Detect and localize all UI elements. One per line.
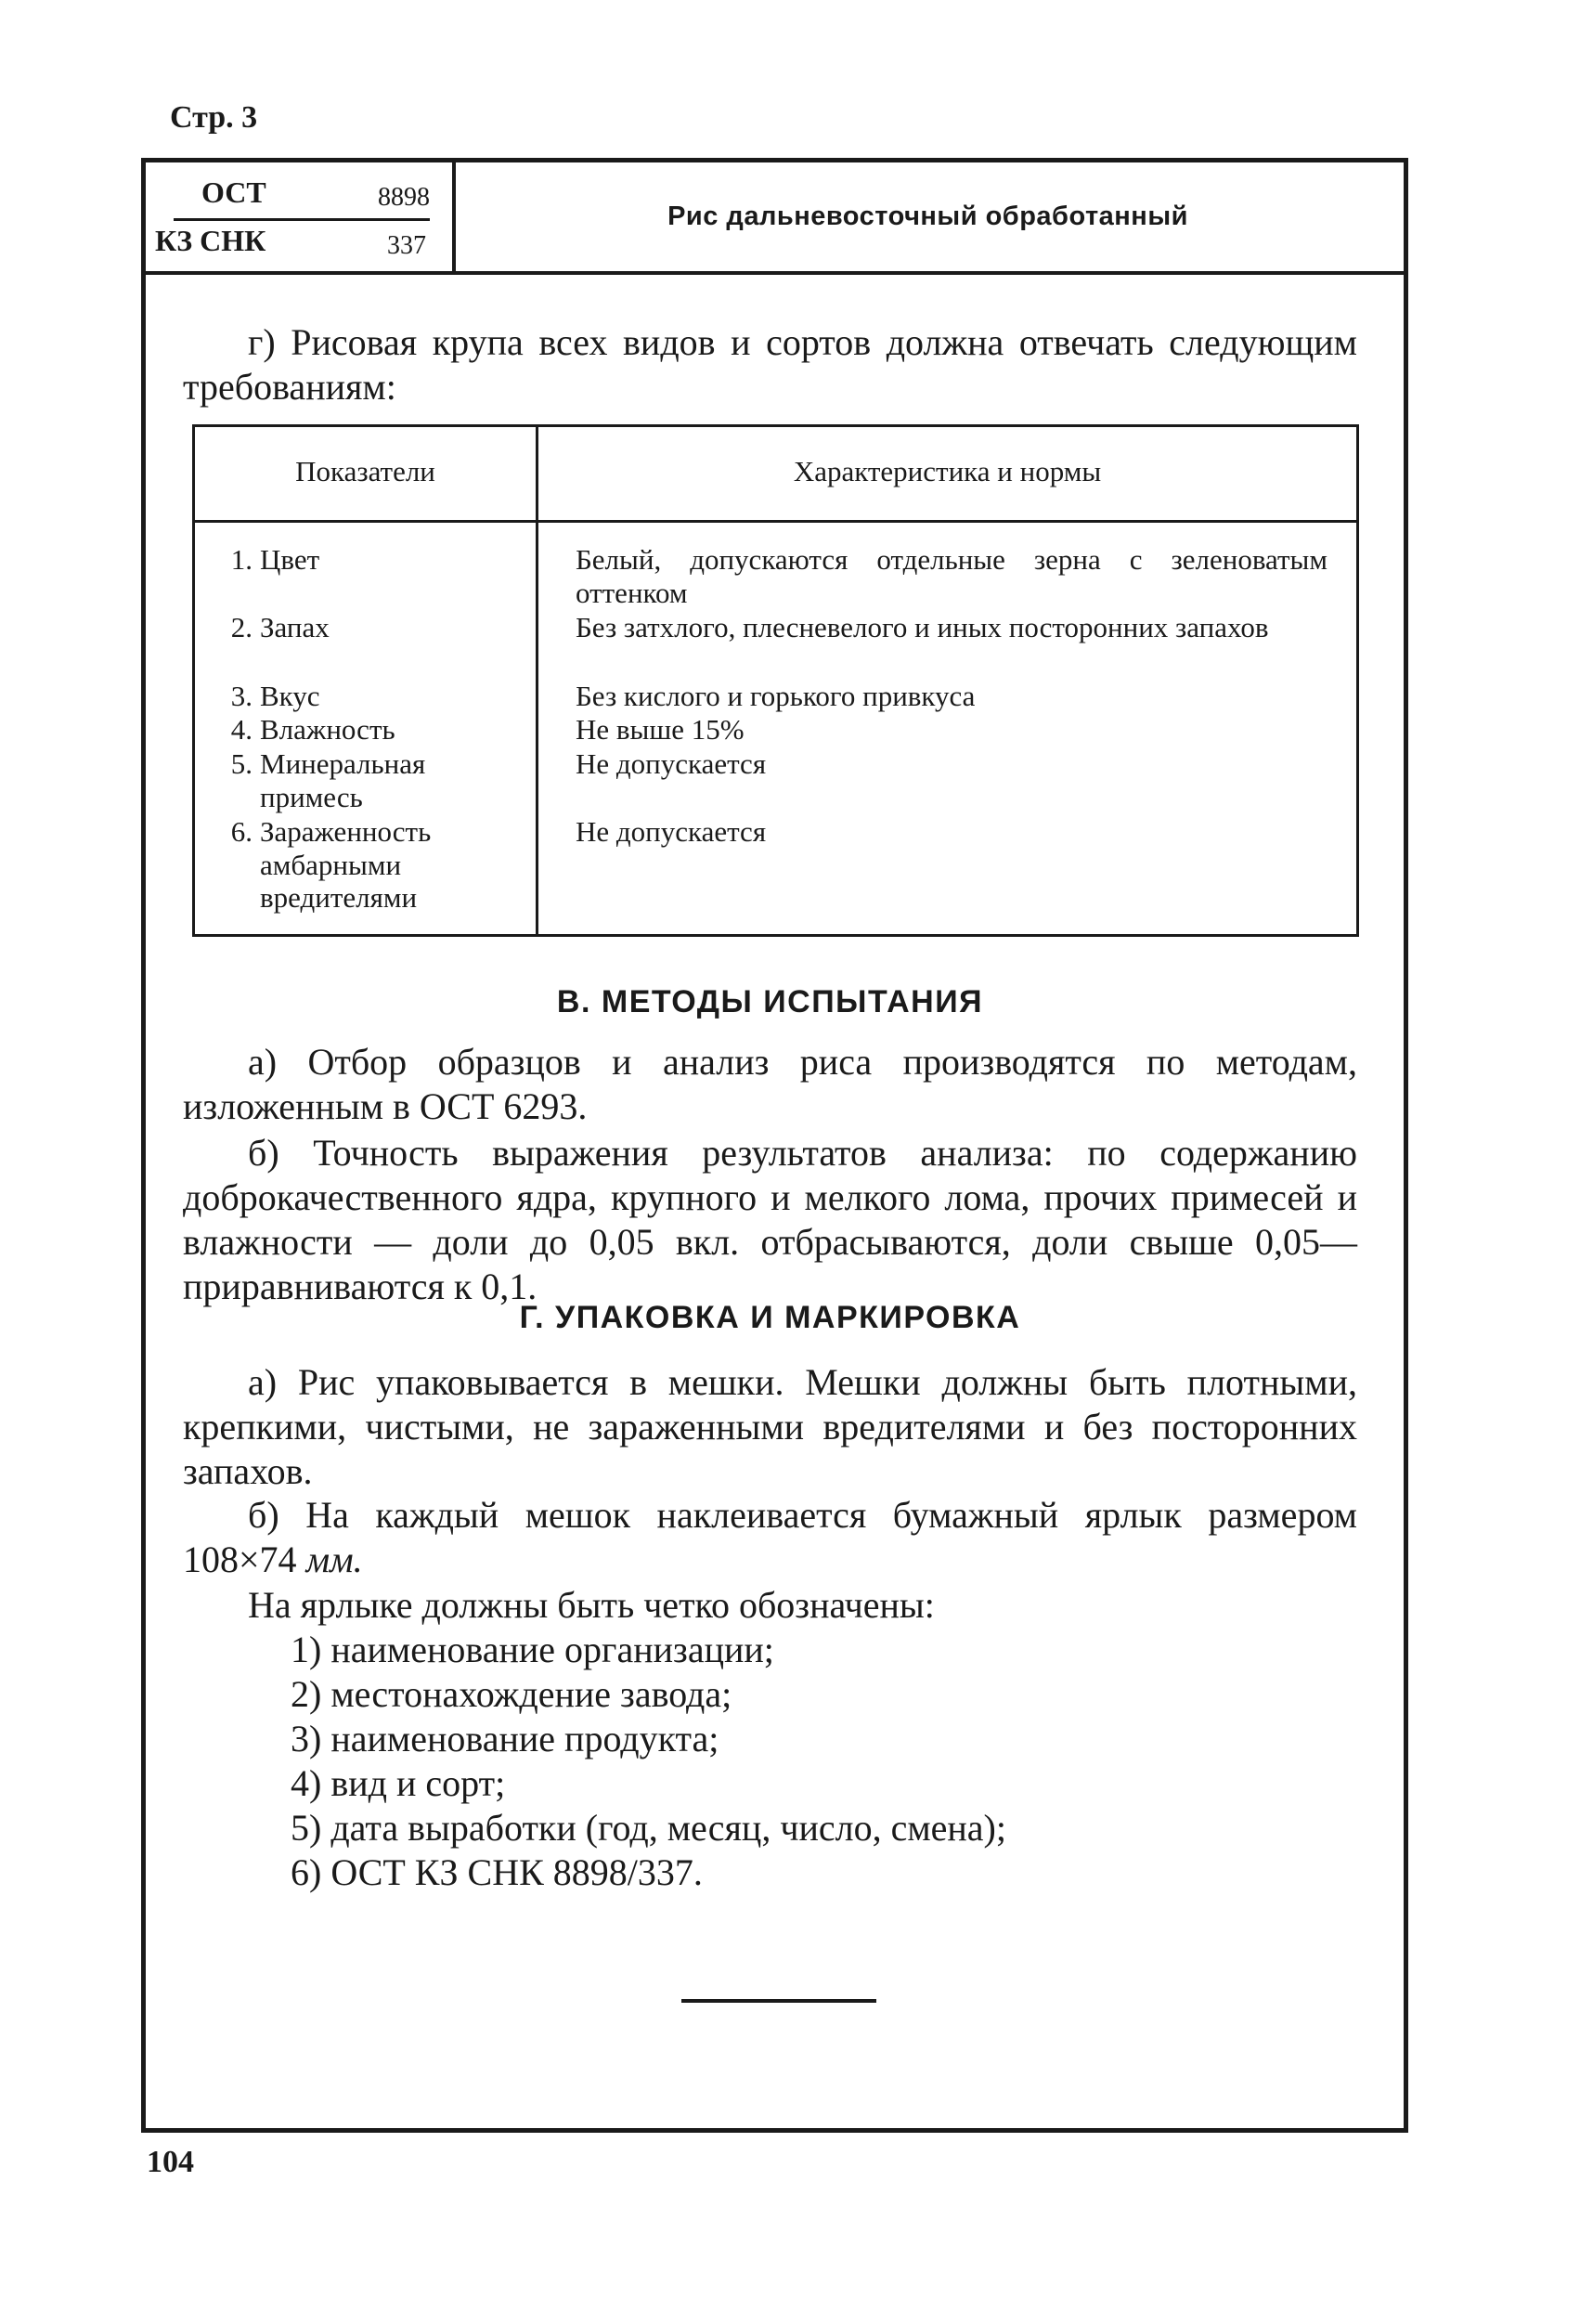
label-size-text: б) На каждый мешок наклеивается бумажный ярлык размером 108×74	[183, 1494, 1357, 1580]
requirements-table	[192, 424, 1359, 937]
row-indicator: Зараженность амбарными вредителями	[260, 815, 432, 915]
row-norm: Не допускается	[576, 747, 767, 780]
table-header-divider	[195, 520, 1356, 523]
list-item: 5) дата выработки (год, месяц, число, смена);	[291, 1807, 1006, 1849]
section-heading-packaging: Г. УПАКОВКА И МАРКИРОВКА	[519, 1300, 1021, 1335]
row-number: 1.	[230, 543, 253, 576]
document-title: Рис дальневосточный обработанный	[667, 201, 1188, 231]
page-number: 104	[147, 2145, 194, 2179]
table-column-divider	[536, 427, 538, 934]
row-indicator: Минеральная примесь	[260, 747, 426, 813]
standard-name-row2: КЗ СНК	[155, 224, 266, 257]
row-number: 2.	[230, 611, 253, 643]
paragraph-label-size	[183, 1493, 1357, 1582]
row-indicator: Запах	[260, 611, 330, 643]
standard-name-row1: ОСТ	[201, 175, 266, 209]
standard-number-row1: 8898	[378, 183, 430, 212]
row-number: 5.	[230, 747, 253, 780]
page-frame	[141, 158, 1408, 2133]
intro-paragraph: г) Рисовая крупа всех видов и сортов должна отвечать следующим требованиям:	[183, 321, 1357, 408]
list-item: 4) вид и сорт;	[291, 1762, 506, 1804]
header-block	[146, 162, 1404, 275]
row-number: 4.	[230, 713, 253, 746]
row-norm: Без затхлого, плесневелого и иных посторонних запахов	[576, 611, 1269, 643]
row-number: 3.	[230, 680, 253, 712]
list-item: 6) ОСТ КЗ СНК 8898/337.	[291, 1851, 703, 1893]
list-item: 1) наименование организации;	[291, 1629, 774, 1670]
table-header-indicators: Показатели	[295, 455, 435, 487]
standard-designation	[146, 162, 456, 271]
row-number: 6.	[230, 815, 253, 848]
section-heading-methods: В. МЕТОДЫ ИСПЫТАНИЯ	[556, 984, 984, 1019]
row-norm: Не допускается	[576, 815, 767, 848]
fraction-rule	[174, 218, 430, 221]
row-norm: Не выше 15%	[576, 713, 745, 746]
row-norm: Белый, допускаются отдельные зерна с зеленоватым оттенком	[576, 543, 1327, 609]
row-indicator: Цвет	[260, 543, 320, 576]
row-indicator: Влажность	[260, 713, 395, 746]
list-item: 3) наименование продукта;	[291, 1718, 719, 1759]
paragraph-packaging: а) Рис упаковывается в мешки. Мешки должны быть плотными, крепкими, чистыми, не зараженными вредителями и без посторонних запахов.	[183, 1361, 1357, 1492]
paragraph-precision: б) Точность выражения результатов анализа: по содержанию доброкачественного ядра, крупного и мелкого лома, прочих примесей и влажности — доли до 0,05 вкл. отбрасываются, доли свыше 0,05—приравниваются к 0,1.	[183, 1132, 1357, 1307]
page-label: Стр. 3	[170, 100, 258, 135]
paragraph-label-contents: На ярлыке должны быть четко обозначены:	[248, 1584, 935, 1626]
list-item: 2) местонахождение завода;	[291, 1673, 732, 1715]
end-rule	[681, 1999, 876, 2003]
label-items-list	[183, 1628, 1357, 1895]
paragraph-sampling: а) Отбор образцов и анализ риса производятся по методам, изложенным в ОСТ 6293.	[183, 1041, 1357, 1127]
row-indicator: Вкус	[260, 680, 320, 712]
label-size-unit: мм.	[305, 1539, 363, 1580]
table-header-norms: Характеристика и нормы	[793, 455, 1102, 487]
standard-number-row2: 337	[387, 231, 426, 260]
row-norm: Без кислого и горького привкуса	[576, 680, 976, 712]
